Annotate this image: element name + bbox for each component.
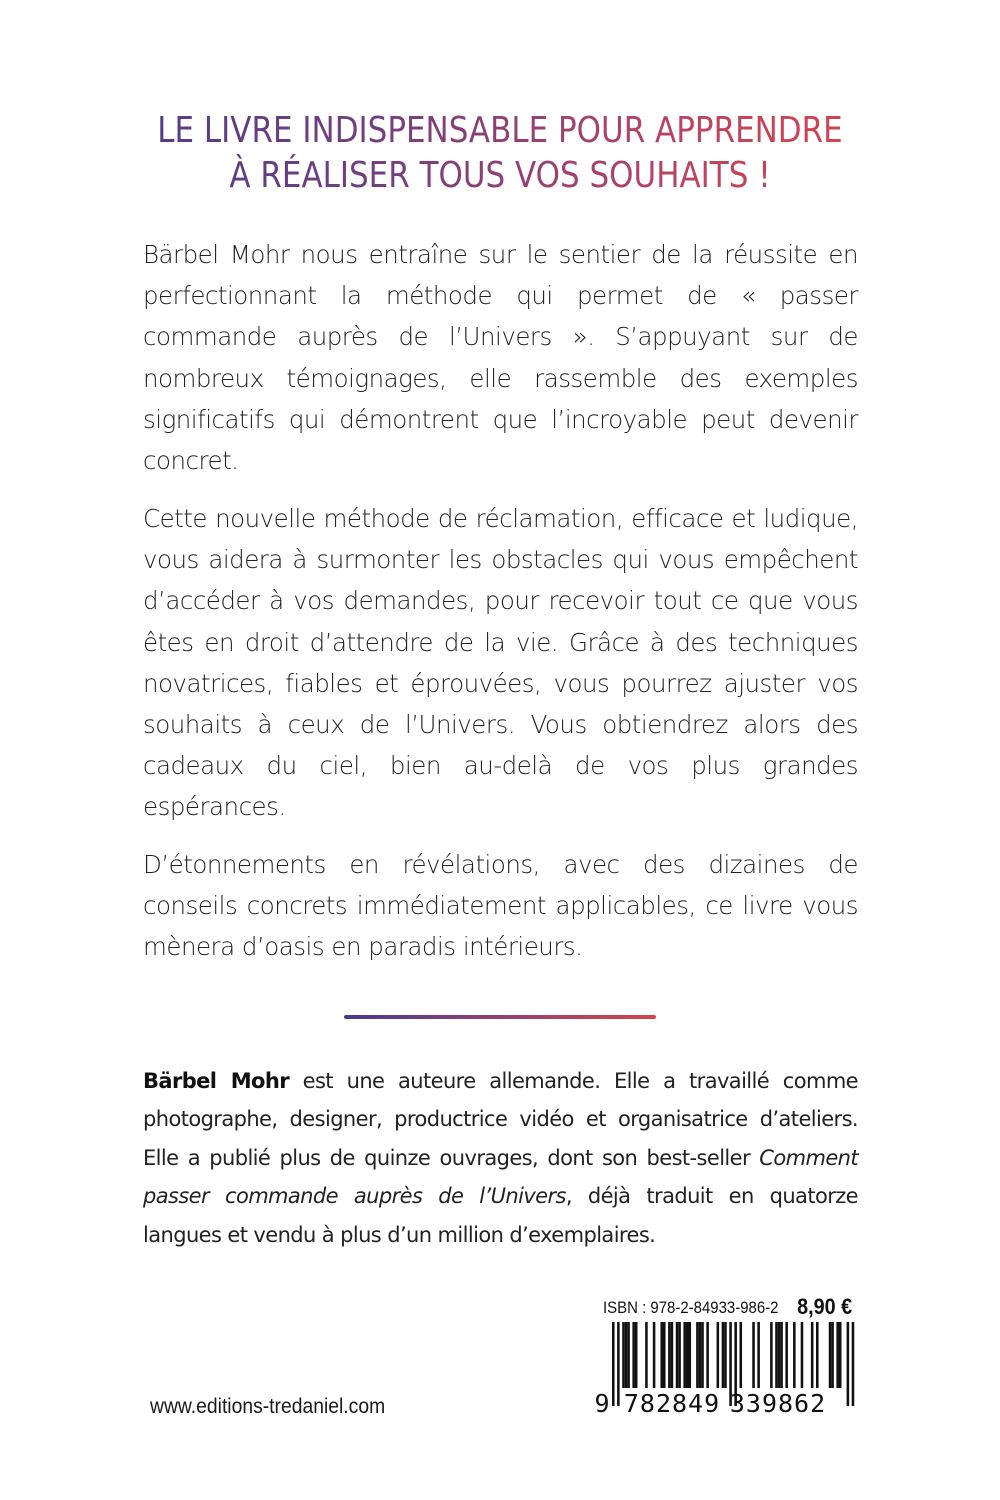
barcode-bar — [770, 1322, 773, 1388]
barcode-bar — [757, 1322, 760, 1388]
barcode-bar — [780, 1322, 783, 1388]
barcode-bar — [645, 1322, 648, 1388]
barcode-right-group: 339862 — [729, 1389, 827, 1418]
paragraph-text: Cette nouvelle méthode de réclamation, efficace et ludique, vous aidera à surmonter les obstacles qui vous empêchent d’accéder à vos demandes, pour recevoir tout ce que vous êtes en droit d’attendre de la vie. Grâce à des techniques novatrices, fiables et éprouvées, vous pourrez ajuster vos souhaits à ceux de l’Univers. Vous obtiendrez alors des cadeaux du ciel, bien au-delà de vos plus grandes espérances. — [143, 504, 858, 822]
barcode — [596, 1322, 856, 1416]
barcode-bar — [653, 1322, 656, 1388]
barcode-bar — [686, 1322, 689, 1388]
barcode-bar — [627, 1322, 630, 1388]
description-paragraph-1 — [143, 234, 858, 481]
isbn-barcode-block — [596, 1296, 856, 1416]
author-bio-text — [143, 1062, 858, 1254]
barcode-bar — [660, 1322, 663, 1388]
barcode-bar — [722, 1322, 725, 1388]
description-paragraph-2 — [143, 498, 858, 828]
barcode-bar — [617, 1322, 620, 1406]
gradient-divider — [344, 1015, 656, 1019]
barcode-bar — [676, 1322, 679, 1388]
barcode-bar — [622, 1322, 625, 1388]
headline-line-2: À RÉALISER TOUS VOS SOUHAITS ! — [229, 155, 771, 196]
bio-text-part-2: , déjà traduit en quatorze langues et vendu à plus d’un million d’exemplaires. — [143, 1184, 858, 1247]
barcode-bar — [625, 1322, 628, 1388]
barcode-bar — [752, 1322, 755, 1388]
barcode-bar — [663, 1322, 666, 1388]
barcode-bar — [740, 1322, 743, 1388]
barcode-bar — [801, 1322, 804, 1388]
author-bio — [143, 1062, 858, 1254]
barcode-bar — [816, 1322, 819, 1388]
barcode-bar — [635, 1322, 638, 1388]
barcode-bar — [724, 1322, 727, 1388]
isbn-label: ISBN : 978-2-84933-986-2 — [603, 1298, 779, 1317]
barcode-bar — [706, 1322, 709, 1388]
headline — [70, 108, 930, 198]
barcode-bar — [612, 1322, 615, 1406]
barcode-bar — [632, 1322, 635, 1388]
barcode-bar — [683, 1322, 686, 1388]
author-name: Bärbel Mohr — [143, 1069, 289, 1093]
barcode-bar — [668, 1322, 671, 1388]
barcode-bar — [852, 1322, 855, 1406]
barcode-bar — [701, 1322, 704, 1388]
barcode-bar — [717, 1322, 720, 1388]
barcode-bar — [831, 1322, 834, 1388]
barcode-bar — [811, 1322, 814, 1388]
barcode-bar — [671, 1322, 674, 1388]
barcode-bar — [785, 1322, 788, 1388]
bio-text-part-1: est une auteure allemande. Elle a travaillé comme photographe, designer, productrice vidéo et organisatrice d’ateliers. Elle a publié plus de quinze ouvrages, dont son best-seller — [143, 1069, 858, 1170]
barcode-bar — [699, 1322, 702, 1388]
barcode-bar — [836, 1322, 839, 1388]
price: 8,90 € — [796, 1294, 852, 1319]
barcode-bar — [778, 1322, 781, 1388]
barcode-bar — [696, 1322, 699, 1388]
barcode-bar — [678, 1322, 681, 1388]
headline-line-1: LE LIVRE INDISPENSABLE POUR APPRENDRE — [157, 110, 843, 151]
barcode-first-digit: 9 — [594, 1389, 610, 1418]
barcode-bar — [775, 1322, 778, 1388]
barcode-left-group: 782849 — [623, 1389, 721, 1418]
bestseller-title: Comment passer commande auprès de l’Univers — [143, 1145, 858, 1209]
barcode-bar — [847, 1322, 850, 1406]
paragraph-text: D’étonnements en révélations, avec des dizaines de conseils concrets immédiatement applicables, ce livre vous mènera d’oasis en paradis intérieurs. — [143, 850, 858, 962]
barcode-bar — [829, 1322, 832, 1388]
barcode-bar — [689, 1322, 692, 1388]
paragraph-text: Bärbel Mohr nous entraîne sur le sentier de la réussite en perfectionnant la méthode qui permet de « passer commande auprès de l’Univers ». S’appuyant sur de nombreux témoignages, elle rassemble des exemples significatifs qui démontrent que l’incroyable peut devenir concret. — [143, 240, 858, 476]
description-paragraph-3 — [143, 844, 858, 968]
barcode-bar — [793, 1322, 796, 1388]
barcode-bar — [839, 1322, 842, 1388]
publisher-website: www.editions-tredaniel.com — [150, 1395, 386, 1418]
